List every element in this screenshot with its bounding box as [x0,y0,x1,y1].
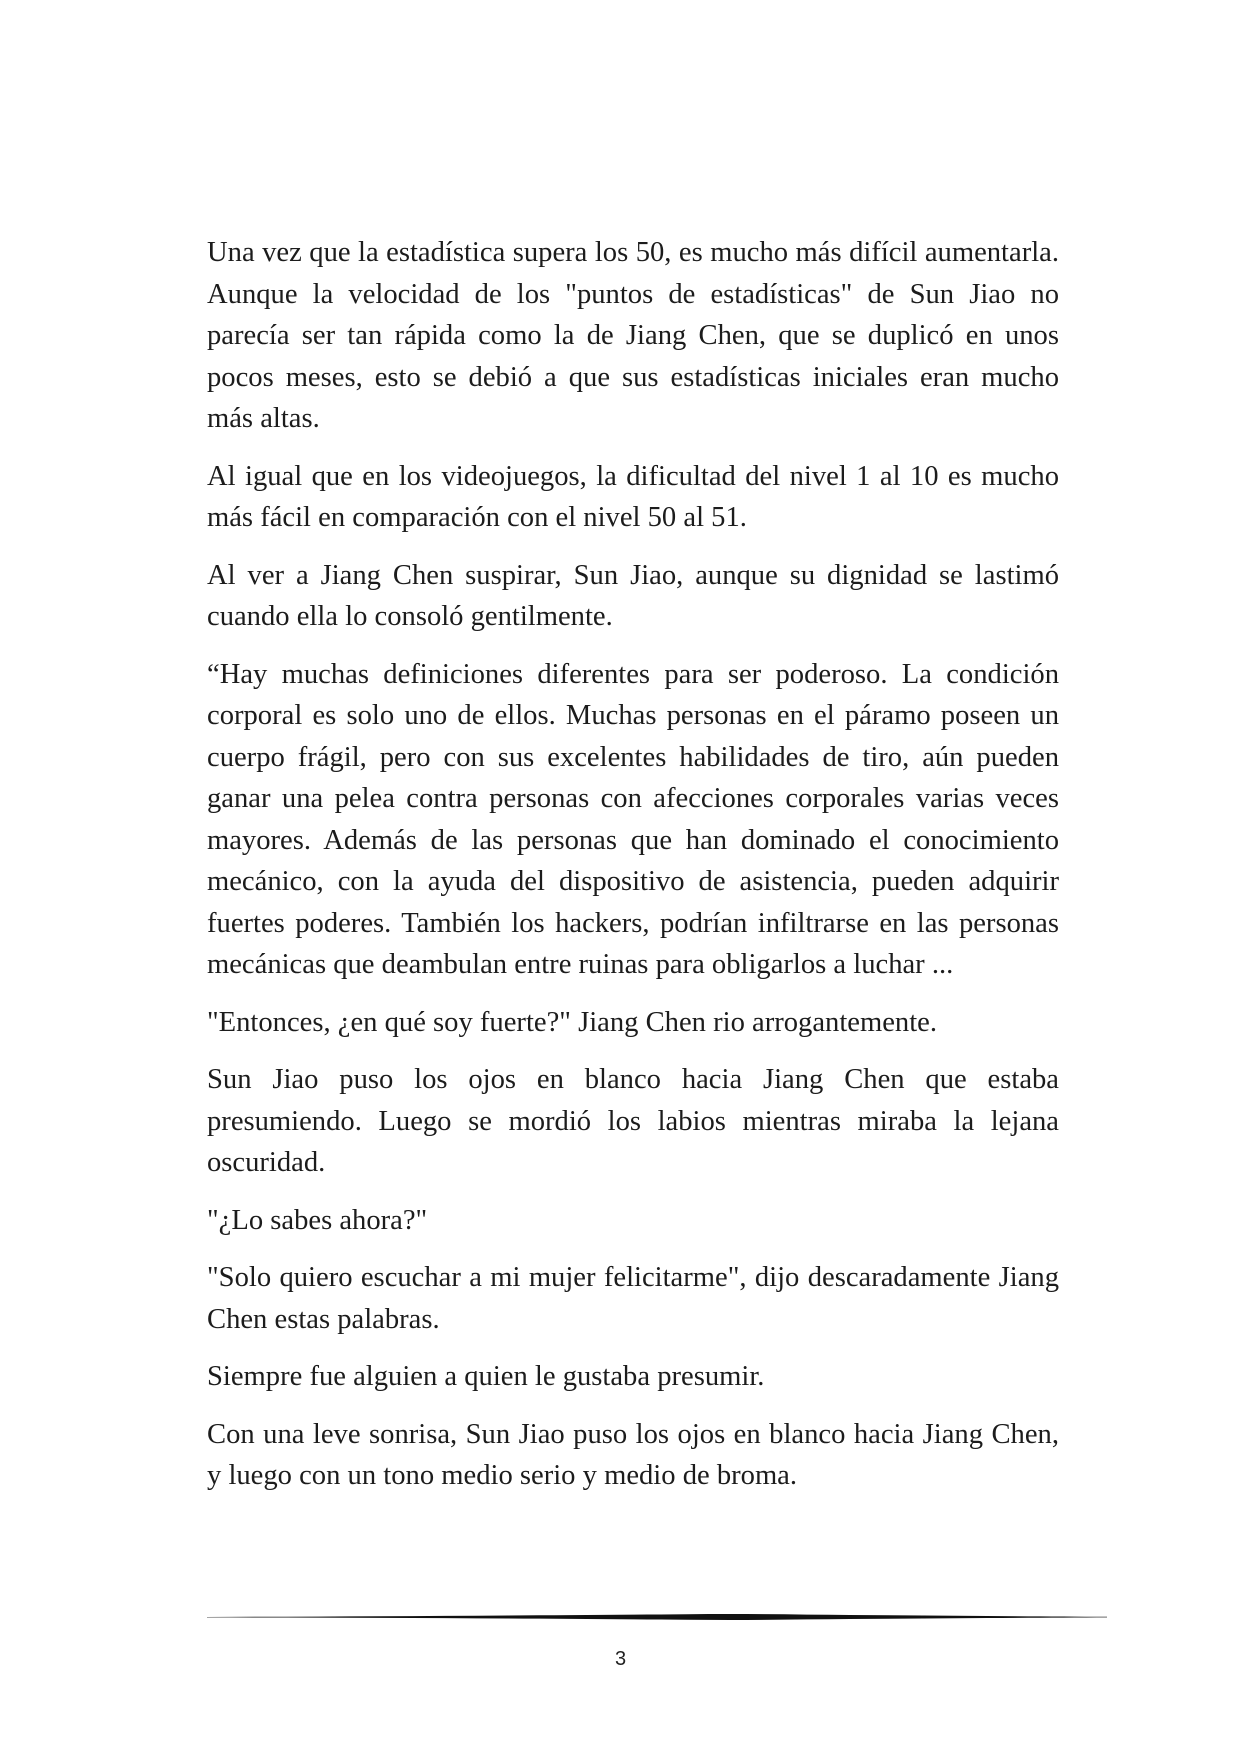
page-number: 3 [614,1648,627,1670]
paragraph-4: “Hay muchas definiciones diferentes para ser poderoso. La condición corporal es solo uno de ellos. Muchas personas en el páramo poseen un cuerpo frágil, pero con sus excelentes habilidades de tiro, aún pueden ganar una pelea contra personas con afecciones corporales varias veces mayores. Además de las personas que han dominado el conocimiento mecánico, con la ayuda del dispositivo de asistencia, pueden adquirir fuertes poderes. También los hackers, podrían infiltrarse en las personas mecánicas que deambulan entre ruinas para obligarlos a luchar ... [207,658,1059,980]
paragraph-10: Con una leve sonrisa, Sun Jiao puso los ojos en blanco hacia Jiang Chen, y luego con un tono medio serio y medio de broma. [207,1418,1059,1491]
body-text [207,232,1059,1513]
footer-divider [207,1611,1107,1623]
paragraph-8: "Solo quiero escuchar a mi mujer felicitarme", dijo descaradamente Jiang Chen estas palabras. [207,1262,1059,1335]
paragraph-3: Al ver a Jiang Chen suspirar, Sun Jiao, aunque su dignidad se lastimó cuando ella lo consoló gentilmente. [207,559,1059,632]
paragraph-6: Sun Jiao puso los ojos en blanco hacia Jiang Chen que estaba presumiendo. Luego se mordió los labios mientras miraba la lejana oscuridad. [207,1064,1059,1178]
paragraph-5: "Entonces, ¿en qué soy fuerte?" Jiang Chen rio arrogantemente. [207,1006,937,1038]
paragraph-9: Siempre fue alguien a quien le gustaba presumir. [207,1361,765,1392]
paragraph-1: Una vez que la estadística supera los 50, es mucho más difícil aumentarla. Aunque la velocidad de los "puntos de estadísticas" de Sun Jiao no parecía ser tan rápida como la de Jiang Chen, que se duplicó en unos pocos meses, esto se debió a que sus estadísticas iniciales eran mucho más altas. [207,237,1059,434]
paragraph-7: "¿Lo sabes ahora?" [207,1204,428,1236]
paragraph-2: Al igual que en los videojuegos, la dificultad del nivel 1 al 10 es mucho más fácil en comparación con el nivel 50 al 51. [207,460,1059,533]
